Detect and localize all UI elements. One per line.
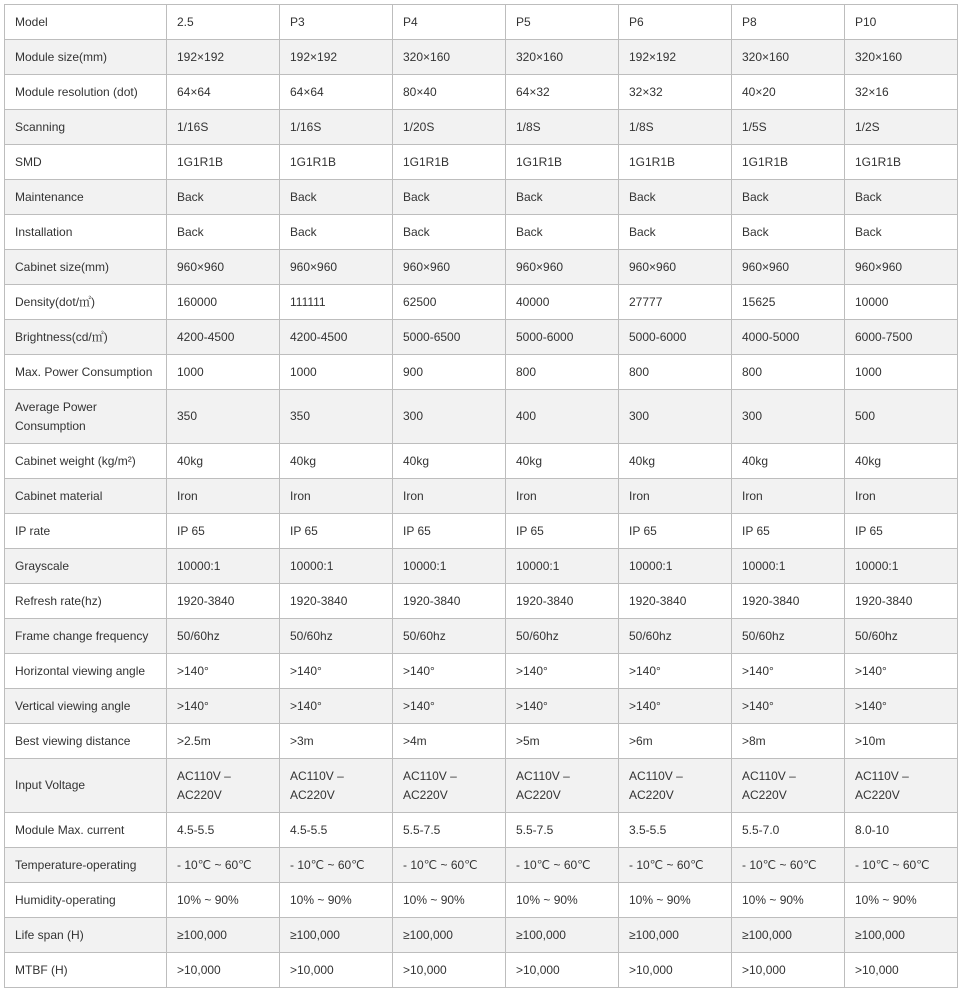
table-row: [5, 479, 958, 514]
row-label: Average Power Consumption: [5, 390, 167, 444]
table-cell: IP 65: [280, 514, 393, 549]
table-cell: 1/5S: [732, 110, 845, 145]
table-cell: >5m: [506, 724, 619, 759]
table-cell: 1G1R1B: [732, 145, 845, 180]
table-cell: Back: [167, 180, 280, 215]
row-label: Frame change frequency: [5, 619, 167, 654]
table-cell: 5.5-7.5: [506, 813, 619, 848]
table-cell: 400: [506, 390, 619, 444]
table-cell: >140°: [619, 654, 732, 689]
table-cell: Iron: [167, 479, 280, 514]
table-cell: 300: [732, 390, 845, 444]
table-cell: >10,000: [732, 953, 845, 988]
row-label: Humidity-operating: [5, 883, 167, 918]
table-row: [5, 444, 958, 479]
table-cell: 10% ~ 90%: [732, 883, 845, 918]
table-cell: - 10℃ ~ 60℃: [506, 848, 619, 883]
table-cell: 1G1R1B: [393, 145, 506, 180]
table-cell: - 10℃ ~ 60℃: [393, 848, 506, 883]
table-cell: >10,000: [845, 953, 958, 988]
table-cell: - 10℃ ~ 60℃: [619, 848, 732, 883]
row-label: Grayscale: [5, 549, 167, 584]
table-cell: 10000:1: [619, 549, 732, 584]
table-cell: Back: [393, 180, 506, 215]
table-row: [5, 953, 958, 988]
table-cell: Back: [732, 180, 845, 215]
table-cell: Iron: [280, 479, 393, 514]
row-label: Max. Power Consumption: [5, 355, 167, 390]
table-cell: 4.5-5.5: [280, 813, 393, 848]
table-cell: 1920-3840: [167, 584, 280, 619]
table-cell: >2.5m: [167, 724, 280, 759]
table-cell: Iron: [393, 479, 506, 514]
table-cell: 10% ~ 90%: [393, 883, 506, 918]
table-cell: 1/16S: [167, 110, 280, 145]
table-cell: IP 65: [506, 514, 619, 549]
table-cell: 300: [393, 390, 506, 444]
table-cell: 1/8S: [619, 110, 732, 145]
row-label: Vertical viewing angle: [5, 689, 167, 724]
table-cell: 1920-3840: [393, 584, 506, 619]
row-label: Life span (H): [5, 918, 167, 953]
row-label: Horizontal viewing angle: [5, 654, 167, 689]
row-label: Maintenance: [5, 180, 167, 215]
table-cell: Back: [845, 180, 958, 215]
table-row: [5, 759, 958, 813]
table-cell: AC110V – AC220V: [506, 759, 619, 813]
table-cell: 3.5-5.5: [619, 813, 732, 848]
table-row: [5, 848, 958, 883]
spec-table: [4, 4, 958, 988]
table-cell: Iron: [845, 479, 958, 514]
table-cell: 1G1R1B: [280, 145, 393, 180]
table-row: [5, 514, 958, 549]
table-cell: 10% ~ 90%: [280, 883, 393, 918]
table-cell: 4.5-5.5: [167, 813, 280, 848]
table-cell: 1000: [280, 355, 393, 390]
table-cell: 111111: [280, 285, 393, 320]
table-cell: 1/20S: [393, 110, 506, 145]
table-cell: 10000:1: [732, 549, 845, 584]
table-cell: >140°: [619, 689, 732, 724]
table-cell: IP 65: [845, 514, 958, 549]
table-cell: 1920-3840: [280, 584, 393, 619]
table-cell: 1/2S: [845, 110, 958, 145]
table-row: [5, 549, 958, 584]
table-cell: - 10℃ ~ 60℃: [280, 848, 393, 883]
table-cell: ≥100,000: [506, 918, 619, 953]
table-cell: AC110V – AC220V: [280, 759, 393, 813]
table-cell: >10,000: [280, 953, 393, 988]
table-cell: 960×960: [506, 250, 619, 285]
table-cell: >140°: [732, 689, 845, 724]
table-cell: >140°: [167, 654, 280, 689]
table-cell: P3: [280, 5, 393, 40]
row-label: Temperature-operating: [5, 848, 167, 883]
table-cell: 10% ~ 90%: [845, 883, 958, 918]
table-cell: IP 65: [167, 514, 280, 549]
table-cell: Back: [167, 215, 280, 250]
table-cell: 1/8S: [506, 110, 619, 145]
table-cell: 960×960: [393, 250, 506, 285]
row-label: Model: [5, 5, 167, 40]
table-cell: 32×32: [619, 75, 732, 110]
row-label: IP rate: [5, 514, 167, 549]
table-cell: 5.5-7.5: [393, 813, 506, 848]
table-cell: 10% ~ 90%: [506, 883, 619, 918]
table-cell: >6m: [619, 724, 732, 759]
table-cell: >140°: [167, 689, 280, 724]
table-cell: 800: [506, 355, 619, 390]
table-row: [5, 110, 958, 145]
table-cell: 50/60hz: [393, 619, 506, 654]
table-cell: 40kg: [845, 444, 958, 479]
table-cell: 1G1R1B: [506, 145, 619, 180]
table-cell: 320×160: [845, 40, 958, 75]
table-cell: 4200-4500: [167, 320, 280, 355]
table-cell: 5.5-7.0: [732, 813, 845, 848]
table-cell: ≥100,000: [167, 918, 280, 953]
table-row: [5, 813, 958, 848]
table-cell: Back: [506, 180, 619, 215]
table-cell: >8m: [732, 724, 845, 759]
table-cell: ≥100,000: [619, 918, 732, 953]
table-row: [5, 689, 958, 724]
table-cell: 50/60hz: [167, 619, 280, 654]
table-cell: P5: [506, 5, 619, 40]
table-cell: 1/16S: [280, 110, 393, 145]
table-cell: IP 65: [393, 514, 506, 549]
table-cell: Iron: [506, 479, 619, 514]
table-row: [5, 180, 958, 215]
table-cell: 8.0-10: [845, 813, 958, 848]
table-cell: Back: [280, 180, 393, 215]
row-label: Best viewing distance: [5, 724, 167, 759]
table-cell: P4: [393, 5, 506, 40]
table-cell: AC110V – AC220V: [167, 759, 280, 813]
table-cell: >140°: [506, 689, 619, 724]
table-cell: 192×192: [167, 40, 280, 75]
table-cell: 800: [619, 355, 732, 390]
row-label: Module resolution (dot): [5, 75, 167, 110]
table-cell: 50/60hz: [732, 619, 845, 654]
row-label: Cabinet weight (kg/m²): [5, 444, 167, 479]
table-cell: ≥100,000: [280, 918, 393, 953]
row-label: Installation: [5, 215, 167, 250]
table-cell: 1920-3840: [845, 584, 958, 619]
table-cell: 50/60hz: [280, 619, 393, 654]
table-cell: 160000: [167, 285, 280, 320]
table-cell: 40kg: [280, 444, 393, 479]
table-cell: 320×160: [506, 40, 619, 75]
table-cell: 40kg: [167, 444, 280, 479]
table-cell: 62500: [393, 285, 506, 320]
table-row: [5, 619, 958, 654]
table-cell: 6000-7500: [845, 320, 958, 355]
table-cell: 1920-3840: [619, 584, 732, 619]
row-label: Scanning: [5, 110, 167, 145]
table-cell: IP 65: [619, 514, 732, 549]
spec-table-body: [5, 5, 958, 988]
table-cell: ≥100,000: [845, 918, 958, 953]
table-row: [5, 355, 958, 390]
table-row: [5, 5, 958, 40]
table-cell: 50/60hz: [506, 619, 619, 654]
table-cell: >10,000: [506, 953, 619, 988]
table-cell: 192×192: [280, 40, 393, 75]
table-cell: >140°: [845, 654, 958, 689]
table-cell: 10000:1: [280, 549, 393, 584]
table-cell: 1920-3840: [732, 584, 845, 619]
row-label: Module Max. current: [5, 813, 167, 848]
table-cell: Back: [619, 215, 732, 250]
table-cell: 300: [619, 390, 732, 444]
table-cell: IP 65: [732, 514, 845, 549]
table-cell: 64×64: [280, 75, 393, 110]
table-cell: 10000:1: [167, 549, 280, 584]
table-cell: 1920-3840: [506, 584, 619, 619]
table-row: [5, 918, 958, 953]
table-cell: 5000-6000: [619, 320, 732, 355]
table-cell: 960×960: [845, 250, 958, 285]
table-cell: >140°: [506, 654, 619, 689]
table-cell: 10000: [845, 285, 958, 320]
row-label: MTBF (H): [5, 953, 167, 988]
table-cell: >3m: [280, 724, 393, 759]
table-row: [5, 250, 958, 285]
table-cell: 40kg: [619, 444, 732, 479]
table-row: [5, 390, 958, 444]
table-cell: 1000: [845, 355, 958, 390]
table-cell: 4200-4500: [280, 320, 393, 355]
table-cell: AC110V – AC220V: [732, 759, 845, 813]
table-cell: 960×960: [619, 250, 732, 285]
table-cell: >10,000: [167, 953, 280, 988]
table-cell: 32×16: [845, 75, 958, 110]
table-cell: 40kg: [393, 444, 506, 479]
table-cell: 500: [845, 390, 958, 444]
table-cell: 1G1R1B: [619, 145, 732, 180]
table-cell: >140°: [280, 689, 393, 724]
table-row: [5, 145, 958, 180]
row-label: Module size(mm): [5, 40, 167, 75]
table-cell: >140°: [845, 689, 958, 724]
table-cell: 960×960: [280, 250, 393, 285]
table-cell: 10% ~ 90%: [167, 883, 280, 918]
table-cell: 1000: [167, 355, 280, 390]
table-cell: P8: [732, 5, 845, 40]
table-cell: Back: [845, 215, 958, 250]
table-cell: 10000:1: [393, 549, 506, 584]
table-cell: 800: [732, 355, 845, 390]
table-cell: 27777: [619, 285, 732, 320]
table-cell: 320×160: [732, 40, 845, 75]
table-row: [5, 320, 958, 355]
table-cell: AC110V – AC220V: [845, 759, 958, 813]
table-cell: AC110V – AC220V: [619, 759, 732, 813]
table-cell: 320×160: [393, 40, 506, 75]
table-row: [5, 215, 958, 250]
table-cell: 15625: [732, 285, 845, 320]
table-cell: 10% ~ 90%: [619, 883, 732, 918]
table-row: [5, 75, 958, 110]
table-cell: Back: [506, 215, 619, 250]
table-cell: Back: [393, 215, 506, 250]
table-cell: 64×32: [506, 75, 619, 110]
table-cell: 50/60hz: [619, 619, 732, 654]
table-cell: 960×960: [167, 250, 280, 285]
table-cell: 40kg: [506, 444, 619, 479]
row-label: Cabinet material: [5, 479, 167, 514]
table-row: [5, 724, 958, 759]
table-cell: 5000-6500: [393, 320, 506, 355]
table-cell: >10,000: [393, 953, 506, 988]
table-cell: Iron: [619, 479, 732, 514]
table-cell: 2.5: [167, 5, 280, 40]
table-row: [5, 654, 958, 689]
row-label: Refresh rate(hz): [5, 584, 167, 619]
table-cell: 40kg: [732, 444, 845, 479]
table-row: [5, 285, 958, 320]
table-cell: >10m: [845, 724, 958, 759]
table-row: [5, 883, 958, 918]
table-cell: ≥100,000: [393, 918, 506, 953]
row-label: Input Voltage: [5, 759, 167, 813]
table-cell: Back: [280, 215, 393, 250]
table-cell: 350: [167, 390, 280, 444]
table-cell: >10,000: [619, 953, 732, 988]
table-row: [5, 584, 958, 619]
table-cell: 50/60hz: [845, 619, 958, 654]
table-cell: >4m: [393, 724, 506, 759]
row-label: Brightness(cd/㎡): [5, 320, 167, 355]
table-cell: >140°: [732, 654, 845, 689]
table-cell: 192×192: [619, 40, 732, 75]
table-cell: AC110V – AC220V: [393, 759, 506, 813]
table-cell: >140°: [393, 689, 506, 724]
table-cell: 960×960: [732, 250, 845, 285]
table-cell: ≥100,000: [732, 918, 845, 953]
table-cell: >140°: [280, 654, 393, 689]
table-cell: P10: [845, 5, 958, 40]
table-cell: - 10℃ ~ 60℃: [845, 848, 958, 883]
table-cell: 64×64: [167, 75, 280, 110]
table-cell: 10000:1: [845, 549, 958, 584]
table-cell: 80×40: [393, 75, 506, 110]
table-cell: - 10℃ ~ 60℃: [732, 848, 845, 883]
table-row: [5, 40, 958, 75]
table-cell: 10000:1: [506, 549, 619, 584]
table-cell: 1G1R1B: [845, 145, 958, 180]
table-cell: 900: [393, 355, 506, 390]
table-cell: - 10℃ ~ 60℃: [167, 848, 280, 883]
table-cell: 1G1R1B: [167, 145, 280, 180]
table-cell: >140°: [393, 654, 506, 689]
table-cell: Back: [619, 180, 732, 215]
row-label: Cabinet size(mm): [5, 250, 167, 285]
table-cell: 4000-5000: [732, 320, 845, 355]
table-cell: Iron: [732, 479, 845, 514]
table-cell: 5000-6000: [506, 320, 619, 355]
table-cell: Back: [732, 215, 845, 250]
table-cell: 40×20: [732, 75, 845, 110]
row-label: SMD: [5, 145, 167, 180]
table-cell: 40000: [506, 285, 619, 320]
table-cell: 350: [280, 390, 393, 444]
row-label: Density(dot/㎡): [5, 285, 167, 320]
table-cell: P6: [619, 5, 732, 40]
